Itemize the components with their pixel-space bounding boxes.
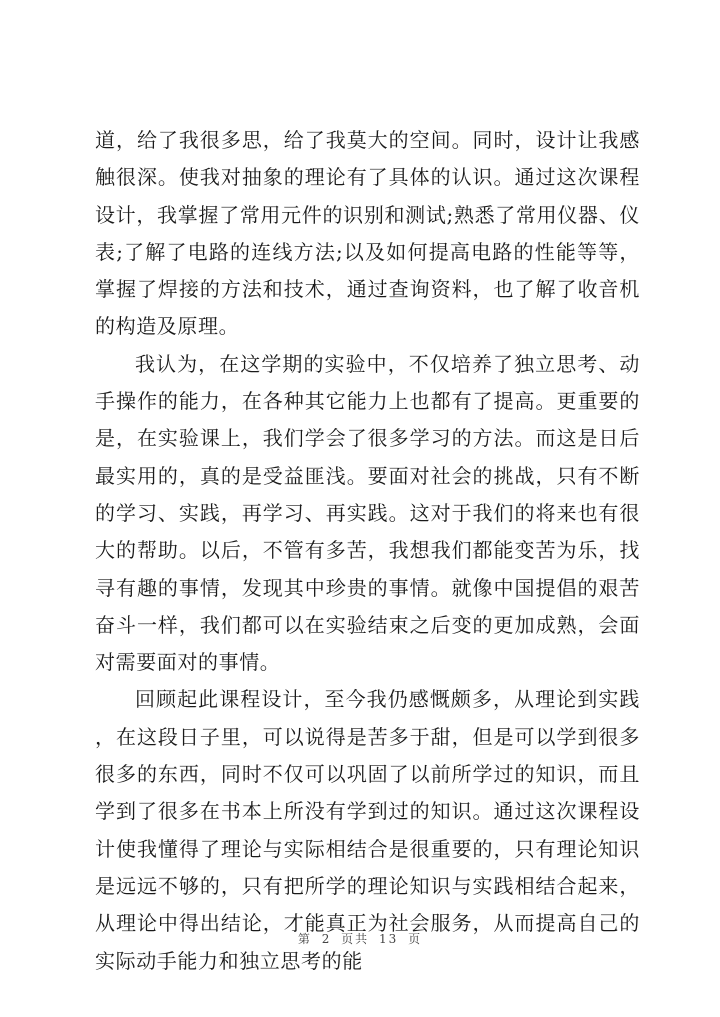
page-number-footer: 第 2 页共 13 页 xyxy=(297,932,423,946)
document-body xyxy=(95,122,640,980)
paragraph-2: 我认为，在这学期的实验中，不仅培养了独立思考、动手操作的能力，在各种其它能力上也都有了提高。更重要的是，在实验课上，我们学会了很多学习的方法。而这是日后最实用的，真的是受益匪浅。要面对社会的挑战，只有不断的学习、实践，再学习、再实践。这对于我们的将来也有很大的帮助。以后，不管有多苦，我想我们都能变苦为乐，找寻有趣的事情，发现其中珍贵的事情。就像中国提倡的艰苦奋斗一样，我们都可以在实验结束之后变的更加成熟，会面对需要面对的事情。 xyxy=(95,351,640,675)
paragraph-3: 回顾起此课程设计，至今我仍感慨颇多，从理论到实践，在这段日子里，可以说得是苦多于甜，但是可以学到很多很多的东西，同时不仅可以巩固了以前所学过的知识，而且学到了很多在书本上所没有学到过的知识。通过这次课程设计使我懂得了理论与实际相结合是很重要的，只有理论知识是远远不够的，只有把所学的理论知识与实践相结合起来，从理论中得出结论，才能真正为社会服务，从而提高自己的实际动手能力和独立思考的能 xyxy=(95,687,640,973)
paragraph-1: 道，给了我很多思，给了我莫大的空间。同时，设计让我感触很深。使我对抽象的理论有了具体的认识。通过这次课程设计，我掌握了常用元件的识别和测试;熟悉了常用仪器、仪表;了解了电路的连线方法;以及如何提高电路的性能等等，掌握了焊接的方法和技术，通过查询资料，也了解了收音机的构造及原理。 xyxy=(95,128,640,339)
